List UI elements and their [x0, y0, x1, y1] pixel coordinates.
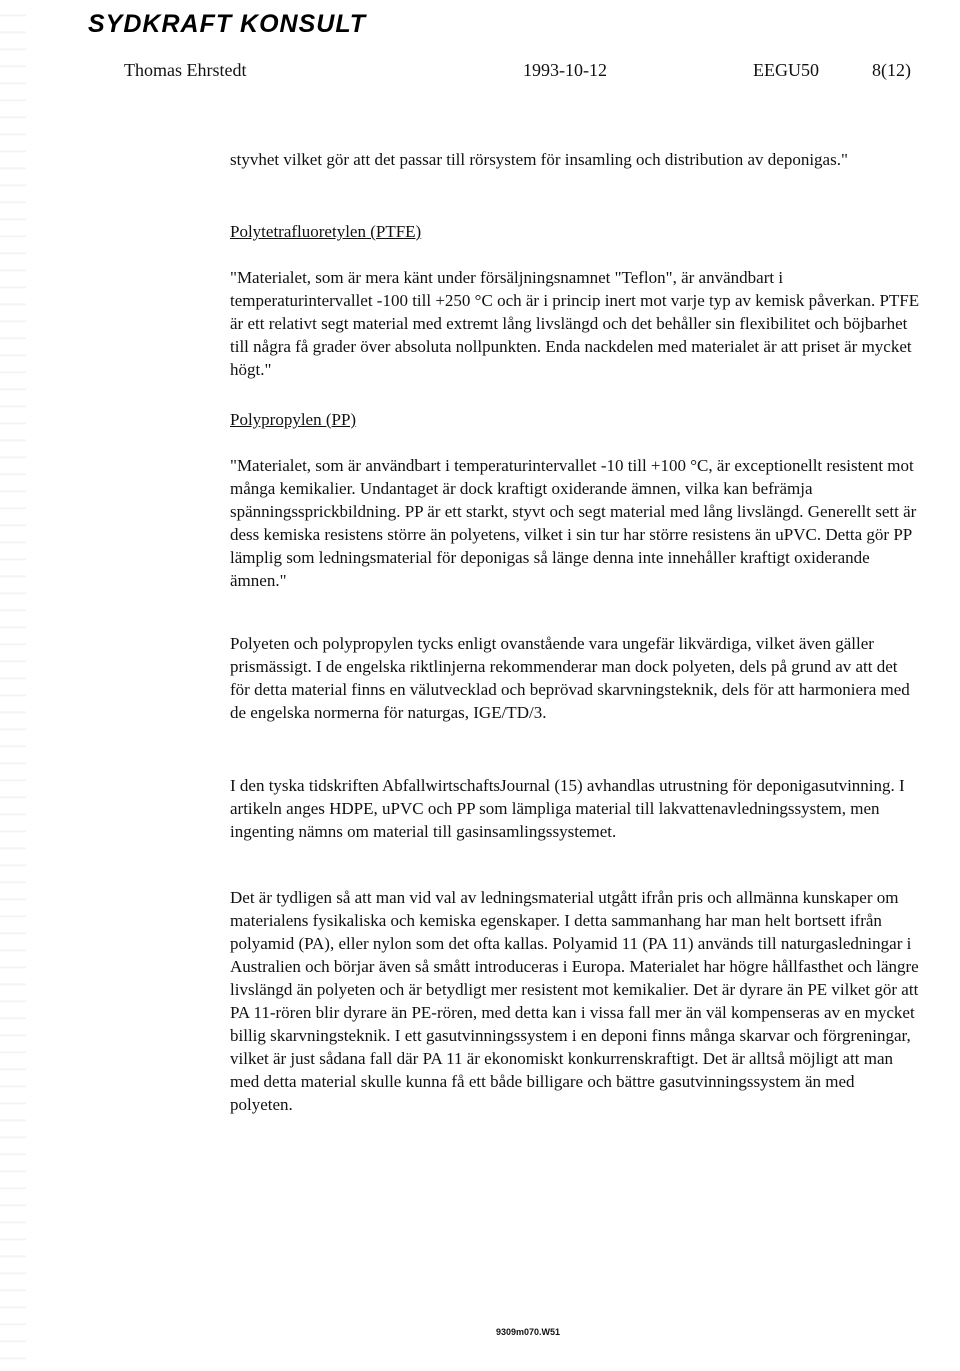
section-heading-pp: Polypropylen (PP) [230, 410, 357, 429]
paragraph-text: styvhet vilket gör att det passar till rörsystem för insamling och distribution av deponigas." [230, 150, 848, 169]
paragraph-polyamid-block [230, 886, 920, 1116]
paragraph-ptfe-block [230, 266, 920, 381]
paragraph-polyamid: Det är tydligen så att man vid val av ledningsmaterial utgått ifrån pris och allmänna kunskaper om materialens fysikaliska och kemiska egenskaper. I detta sammanhang har man helt bortsett ifrån polyamid (PA), eller nylon som det ofta kallas. Polyamid 11 (PA 11) används till naturgasledningar i Australien och börjar även så smått introduceras i Europa. Materialet har högre hållfasthet och längre livslängd än polyeten och är betydligt mer resistent mot kemikalier. Det är dyrare än PE vilket gör att PA 11-rören blir dyrare än PE-rören, med detta kan i vissa fall mer än väl kompenseras av en mycket billig skarvningsteknik. I ett gasutvinningssystem i en deponi finns många skarvar och förgreningar, vilket är just sådana fall där PA 11 är ekonomiskt konkurrenskraftigt. Det är alltså möjligt att man med detta material skulle kunna få ett både billigare och bättre gasutvinningssystem än med polyeten. [230, 888, 919, 1114]
paragraph-pp-block [230, 454, 920, 592]
footer-file-code: 9309m070.W51 [496, 1327, 561, 1337]
section-heading-pp-block [230, 408, 920, 431]
header-author: Thomas Ehrstedt [124, 60, 247, 80]
paragraph-continuation [230, 148, 920, 171]
scan-edge-artifact [0, 0, 26, 1371]
paragraph-ptfe: "Materialet, som är mera känt under försäljningsnamnet "Teflon", är användbart i temperaturintervallet -100 till +250 °C och är i princip inert mot varje typ av kemisk påverkan. PTFE är ett relativt segt material med extremt lång livslängd och det behåller sin flexibilitet och böjbarhet till några få grader över absoluta nollpunkten. Enda nackdelen med materialet är att priset är mycket högt." [230, 268, 920, 379]
header-date: 1993-10-12 [523, 60, 607, 80]
paragraph-compare: Polyeten och polypropylen tycks enligt ovanstående vara ungefär likvärdiga, vilket även gäller prismässigt. I de engelska riktlinjerna rekommenderar man dock polyeten, dels på grund av att det för detta material finns en välutvecklad och beprövad skarvningsteknik, dels för att harmoniera med de engelska normerna för naturgas, IGE/TD/3. [230, 634, 910, 722]
company-logo: SYDKRAFT KONSULT [88, 10, 367, 38]
header-reference: EEGU50 [753, 60, 819, 80]
paragraph-journal-block [230, 774, 920, 843]
paragraph-pp: "Materialet, som är användbart i temperaturintervallet -10 till +100 °C, är exceptionellt resistent mot många kemikalier. Undantaget är dock kraftigt oxiderande ämnen, vilka kan befrämja spänningssprickbildning. PP är ett starkt, styvt och segt material med lång livslängd. Generellt sett är dess kemiska resistens större än polyetens, vilket i sin tur har större resistens än uPVC. Detta gör PP lämplig som ledningsmaterial för deponigas så länge denna inte innehåller kraftigt oxiderande ämnen." [230, 456, 917, 590]
section-heading-ptfe: Polytetrafluoretylen (PTFE) [230, 222, 422, 241]
paragraph-compare-block [230, 632, 920, 724]
section-heading-ptfe-block [230, 220, 920, 243]
paragraph-journal: I den tyska tidskriften AbfallwirtschaftsJournal (15) avhandlas utrustning för deponigasutvinning. I artikeln anges HDPE, uPVC och PP som lämpliga material till lakvattenavledningssystem, men ingenting nämns om material till gasinsamlingssystemet. [230, 776, 905, 841]
header-page-number: 8(12) [872, 60, 911, 80]
